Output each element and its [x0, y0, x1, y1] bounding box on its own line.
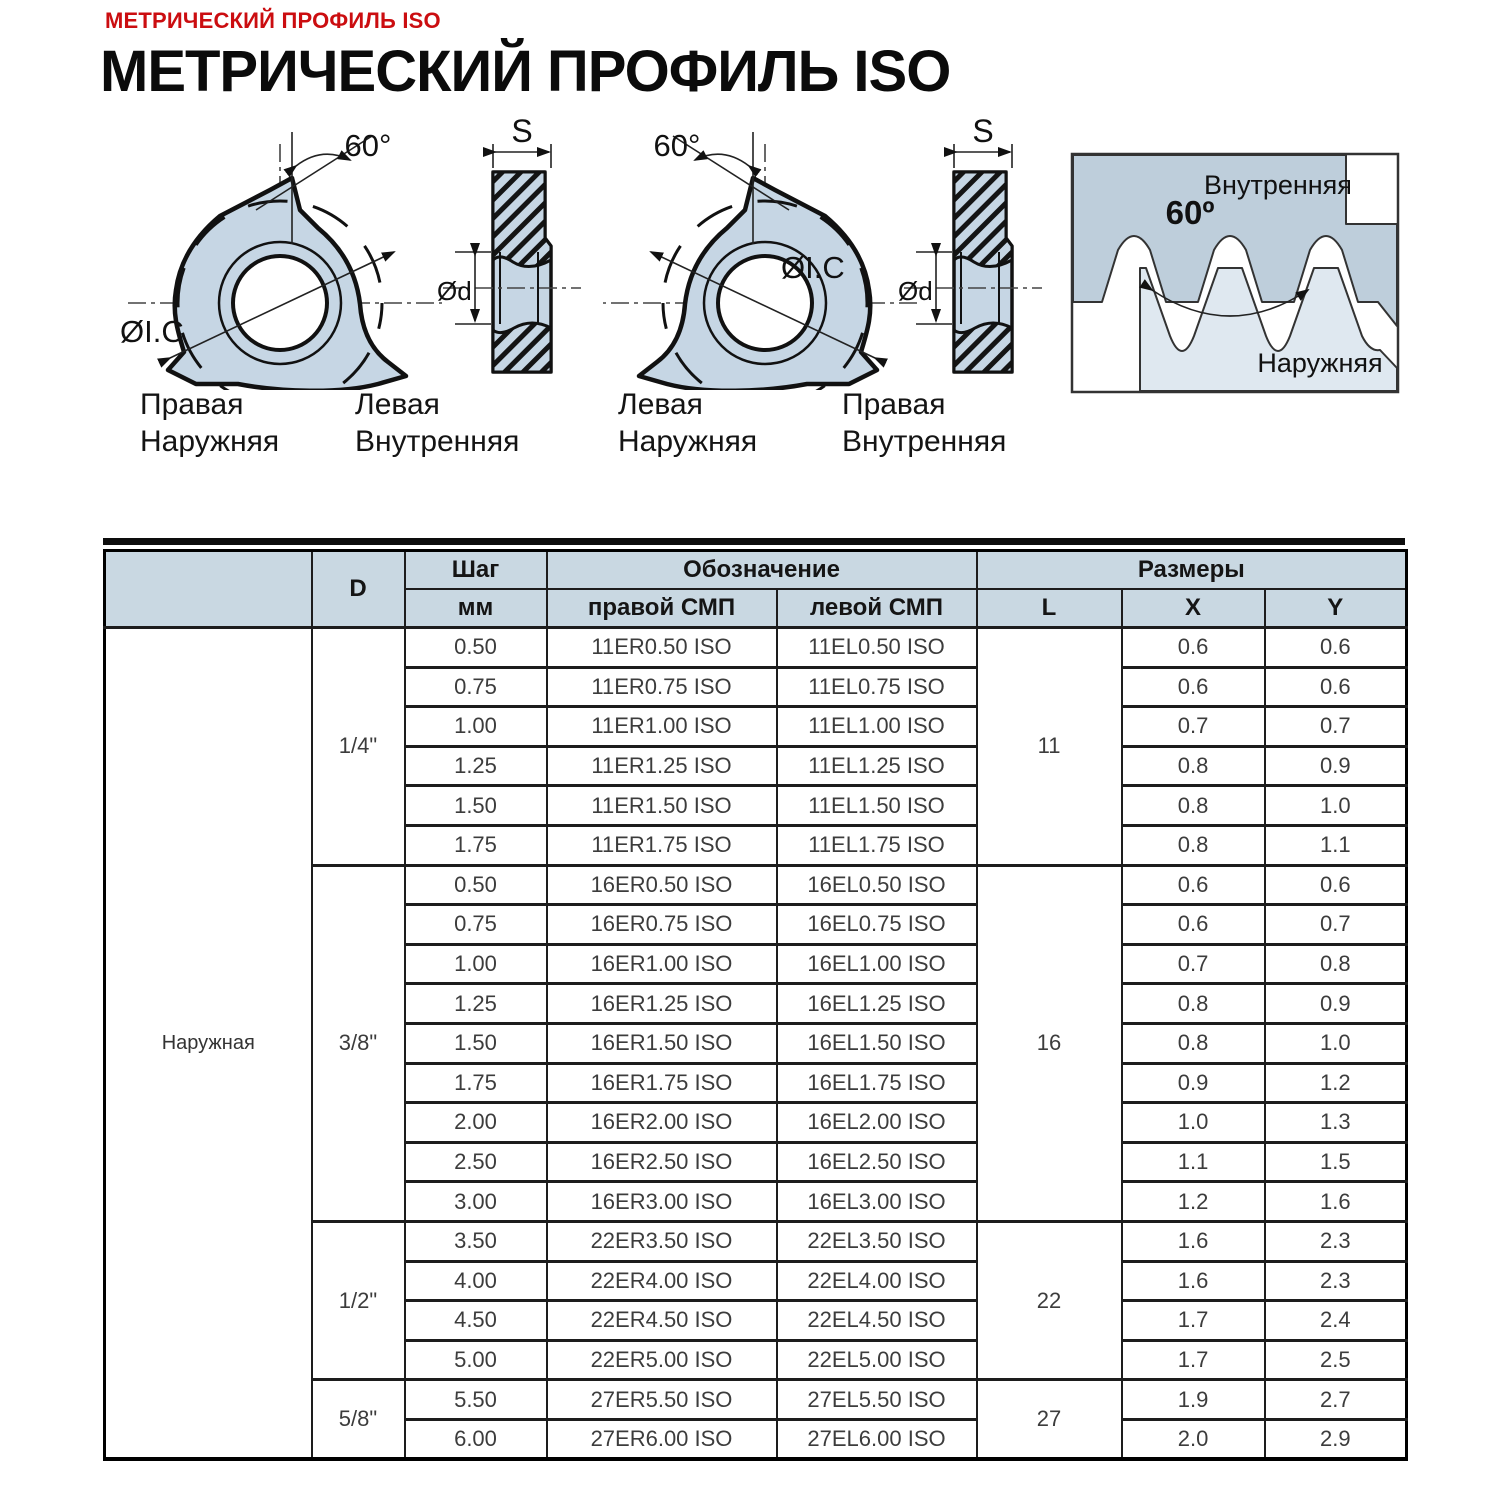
header-l: L [977, 589, 1122, 628]
left-designation-cell: 16EL2.00 ISO [777, 1103, 977, 1143]
table-row [105, 628, 1407, 668]
x-cell: 0.8 [1122, 1023, 1265, 1063]
hatch-top [954, 172, 1012, 267]
right-designation-cell: 27ER6.00 ISO [547, 1419, 777, 1459]
pitch-cell: 2.50 [405, 1142, 547, 1182]
l-cell: 16 [977, 865, 1122, 1221]
right-designation-cell: 16ER1.75 ISO [547, 1063, 777, 1103]
x-cell: 1.1 [1122, 1142, 1265, 1182]
right-designation-cell: 11ER1.00 ISO [547, 707, 777, 747]
d-label: Ød [437, 276, 472, 306]
right-designation-cell: 22ER4.00 ISO [547, 1261, 777, 1301]
left-designation-cell: 16EL2.50 ISO [777, 1142, 977, 1182]
header-x: X [1122, 589, 1265, 628]
page-title: МЕТРИЧЕСКИЙ ПРОФИЛЬ ISO [100, 39, 951, 104]
y-cell: 0.6 [1265, 667, 1407, 707]
d-cell: 3/8" [312, 865, 405, 1221]
header-d: D [312, 551, 405, 628]
y-cell: 1.3 [1265, 1103, 1407, 1143]
x-cell: 0.8 [1122, 786, 1265, 826]
right-designation-cell: 16ER2.00 ISO [547, 1103, 777, 1143]
pitch-cell: 0.75 [405, 905, 547, 945]
header-y: Y [1265, 589, 1407, 628]
y-cell: 2.3 [1265, 1221, 1407, 1261]
left-designation-cell: 11EL1.50 ISO [777, 786, 977, 826]
left-designation-cell: 27EL6.00 ISO [777, 1419, 977, 1459]
ic-label: ØI.C [781, 250, 845, 285]
pitch-cell: 1.25 [405, 746, 547, 786]
insert-front-left-diagram [595, 118, 925, 390]
x-cell: 1.6 [1122, 1261, 1265, 1301]
center-hole [233, 256, 327, 350]
x-cell: 0.6 [1122, 905, 1265, 945]
x-cell: 0.8 [1122, 984, 1265, 1024]
left-designation-cell: 16EL0.75 ISO [777, 905, 977, 945]
pitch-cell: 5.00 [405, 1340, 547, 1380]
y-cell: 1.0 [1265, 786, 1407, 826]
left-designation-cell: 22EL3.50 ISO [777, 1221, 977, 1261]
left-designation-cell: 22EL4.50 ISO [777, 1301, 977, 1341]
angle-label: 60° [653, 128, 701, 163]
y-cell: 1.0 [1265, 1023, 1407, 1063]
right-designation-cell: 16ER1.25 ISO [547, 984, 777, 1024]
y-cell: 0.9 [1265, 984, 1407, 1024]
y-cell: 2.5 [1265, 1340, 1407, 1380]
y-cell: 0.7 [1265, 905, 1407, 945]
insert-side-left-diagram [437, 118, 587, 390]
right-designation-cell: 16ER1.50 ISO [547, 1023, 777, 1063]
x-cell: 0.7 [1122, 944, 1265, 984]
caption-line: Наружняя [140, 425, 280, 458]
y-cell: 0.6 [1265, 628, 1407, 668]
x-cell: 0.8 [1122, 746, 1265, 786]
pitch-cell: 6.00 [405, 1419, 547, 1459]
header-left-smp: левой СМП [777, 589, 977, 628]
pitch-cell: 1.75 [405, 1063, 547, 1103]
x-cell: 1.6 [1122, 1221, 1265, 1261]
table-body [105, 628, 1407, 1460]
hatch-top [493, 172, 551, 267]
y-cell: 1.5 [1265, 1142, 1407, 1182]
y-cell: 1.1 [1265, 825, 1407, 865]
header-pitch: Шаг [405, 551, 547, 590]
caption-front-right [140, 386, 279, 460]
pitch-cell: 1.00 [405, 707, 547, 747]
table-top-rule [103, 538, 1405, 545]
angle-arc-arrow [695, 154, 749, 166]
y-cell: 1.6 [1265, 1182, 1407, 1222]
right-designation-cell: 22ER3.50 ISO [547, 1221, 777, 1261]
x-cell: 0.7 [1122, 707, 1265, 747]
y-cell: 2.7 [1265, 1380, 1407, 1420]
right-designation-cell: 16ER2.50 ISO [547, 1142, 777, 1182]
x-cell: 1.0 [1122, 1103, 1265, 1143]
y-cell: 2.4 [1265, 1301, 1407, 1341]
caption-side-left [355, 386, 519, 460]
pitch-cell: 0.75 [405, 667, 547, 707]
pitch-cell: 1.75 [405, 825, 547, 865]
right-designation-cell: 11ER0.50 ISO [547, 628, 777, 668]
l-cell: 27 [977, 1380, 1122, 1460]
pitch-cell: 4.50 [405, 1301, 547, 1341]
right-designation-cell: 11ER1.25 ISO [547, 746, 777, 786]
header-pitch-unit: мм [405, 589, 547, 628]
y-cell: 2.3 [1265, 1261, 1407, 1301]
spec-table [103, 549, 1408, 1461]
x-cell: 0.9 [1122, 1063, 1265, 1103]
x-cell: 0.6 [1122, 865, 1265, 905]
y-cell: 2.9 [1265, 1419, 1407, 1459]
s-label: S [511, 118, 533, 149]
left-designation-cell: 16EL3.00 ISO [777, 1182, 977, 1222]
table-header [105, 551, 1407, 628]
x-cell: 1.2 [1122, 1182, 1265, 1222]
right-designation-cell: 22ER4.50 ISO [547, 1301, 777, 1341]
angle-label: 60º [1165, 194, 1215, 231]
y-cell: 0.6 [1265, 865, 1407, 905]
caption-line: Левая [618, 388, 703, 421]
left-designation-cell: 11EL1.75 ISO [777, 825, 977, 865]
left-designation-cell: 27EL5.50 ISO [777, 1380, 977, 1420]
right-designation-cell: 22ER5.00 ISO [547, 1340, 777, 1380]
pitch-cell: 1.00 [405, 944, 547, 984]
x-cell: 1.7 [1122, 1301, 1265, 1341]
pitch-cell: 1.25 [405, 984, 547, 1024]
insert-side-right-diagram [898, 118, 1048, 390]
header-right-smp: правой СМП [547, 589, 777, 628]
pitch-cell: 2.00 [405, 1103, 547, 1143]
caption-side-right [842, 386, 1006, 460]
header-dimensions: Размеры [977, 551, 1407, 590]
y-cell: 0.8 [1265, 944, 1407, 984]
caption-line: Внутренняя [355, 425, 520, 458]
row-label-cell: Наружная [105, 628, 312, 1460]
l-cell: 22 [977, 1221, 1122, 1379]
x-cell: 2.0 [1122, 1419, 1265, 1459]
spec-table-wrap [103, 549, 1408, 1461]
left-designation-cell: 11EL0.50 ISO [777, 628, 977, 668]
header-designation: Обозначение [547, 551, 977, 590]
left-designation-cell: 22EL4.00 ISO [777, 1261, 977, 1301]
insert-front-right-diagram [120, 118, 450, 390]
header-empty-cell [105, 551, 312, 628]
right-designation-cell: 16ER0.50 ISO [547, 865, 777, 905]
internal-label: Внутренняя [1204, 170, 1352, 200]
right-designation-cell: 16ER1.00 ISO [547, 944, 777, 984]
left-designation-cell: 16EL1.50 ISO [777, 1023, 977, 1063]
pitch-cell: 0.50 [405, 628, 547, 668]
x-cell: 0.6 [1122, 667, 1265, 707]
caption-line: Наружняя [618, 425, 758, 458]
left-designation-cell: 22EL5.00 ISO [777, 1340, 977, 1380]
mirrored-shape [603, 132, 917, 390]
pitch-cell: 4.00 [405, 1261, 547, 1301]
x-cell: 0.8 [1122, 825, 1265, 865]
y-cell: 0.9 [1265, 746, 1407, 786]
d-label: Ød [898, 276, 933, 306]
caption-line: Правая [842, 388, 946, 421]
pitch-cell: 3.50 [405, 1221, 547, 1261]
pitch-cell: 3.00 [405, 1182, 547, 1222]
right-designation-cell: 16ER3.00 ISO [547, 1182, 777, 1222]
left-designation-cell: 16EL0.50 ISO [777, 865, 977, 905]
external-label: Наружняя [1257, 348, 1383, 378]
thread-profile-diagram [1068, 150, 1402, 396]
left-designation-cell: 16EL1.25 ISO [777, 984, 977, 1024]
pitch-cell: 0.50 [405, 865, 547, 905]
breadcrumb: МЕТРИЧЕСКИЙ ПРОФИЛЬ ISO [105, 8, 441, 33]
d-cell: 1/2" [312, 1221, 405, 1379]
x-cell: 0.6 [1122, 628, 1265, 668]
caption-front-left [618, 386, 757, 460]
caption-line: Внутренняя [842, 425, 1007, 458]
x-cell: 1.7 [1122, 1340, 1265, 1380]
left-designation-cell: 11EL0.75 ISO [777, 667, 977, 707]
right-designation-cell: 27ER5.50 ISO [547, 1380, 777, 1420]
right-designation-cell: 11ER1.75 ISO [547, 825, 777, 865]
right-designation-cell: 11ER1.50 ISO [547, 786, 777, 826]
pitch-cell: 5.50 [405, 1380, 547, 1420]
left-designation-cell: 16EL1.00 ISO [777, 944, 977, 984]
caption-line: Левая [355, 388, 440, 421]
left-designation-cell: 11EL1.00 ISO [777, 707, 977, 747]
l-cell: 11 [977, 628, 1122, 866]
left-designation-cell: 11EL1.25 ISO [777, 746, 977, 786]
caption-line: Правая [140, 388, 244, 421]
angle-label: 60° [344, 128, 392, 163]
d-cell: 1/4" [312, 628, 405, 866]
d-cell: 5/8" [312, 1380, 405, 1460]
right-designation-cell: 11ER0.75 ISO [547, 667, 777, 707]
pitch-cell: 1.50 [405, 786, 547, 826]
y-cell: 1.2 [1265, 1063, 1407, 1103]
pitch-cell: 1.50 [405, 1023, 547, 1063]
angle-arc-arrow [296, 154, 350, 166]
s-label: S [972, 118, 994, 149]
y-cell: 0.7 [1265, 707, 1407, 747]
ic-label: ØI.C [120, 314, 184, 349]
left-designation-cell: 16EL1.75 ISO [777, 1063, 977, 1103]
right-designation-cell: 16ER0.75 ISO [547, 905, 777, 945]
x-cell: 1.9 [1122, 1380, 1265, 1420]
